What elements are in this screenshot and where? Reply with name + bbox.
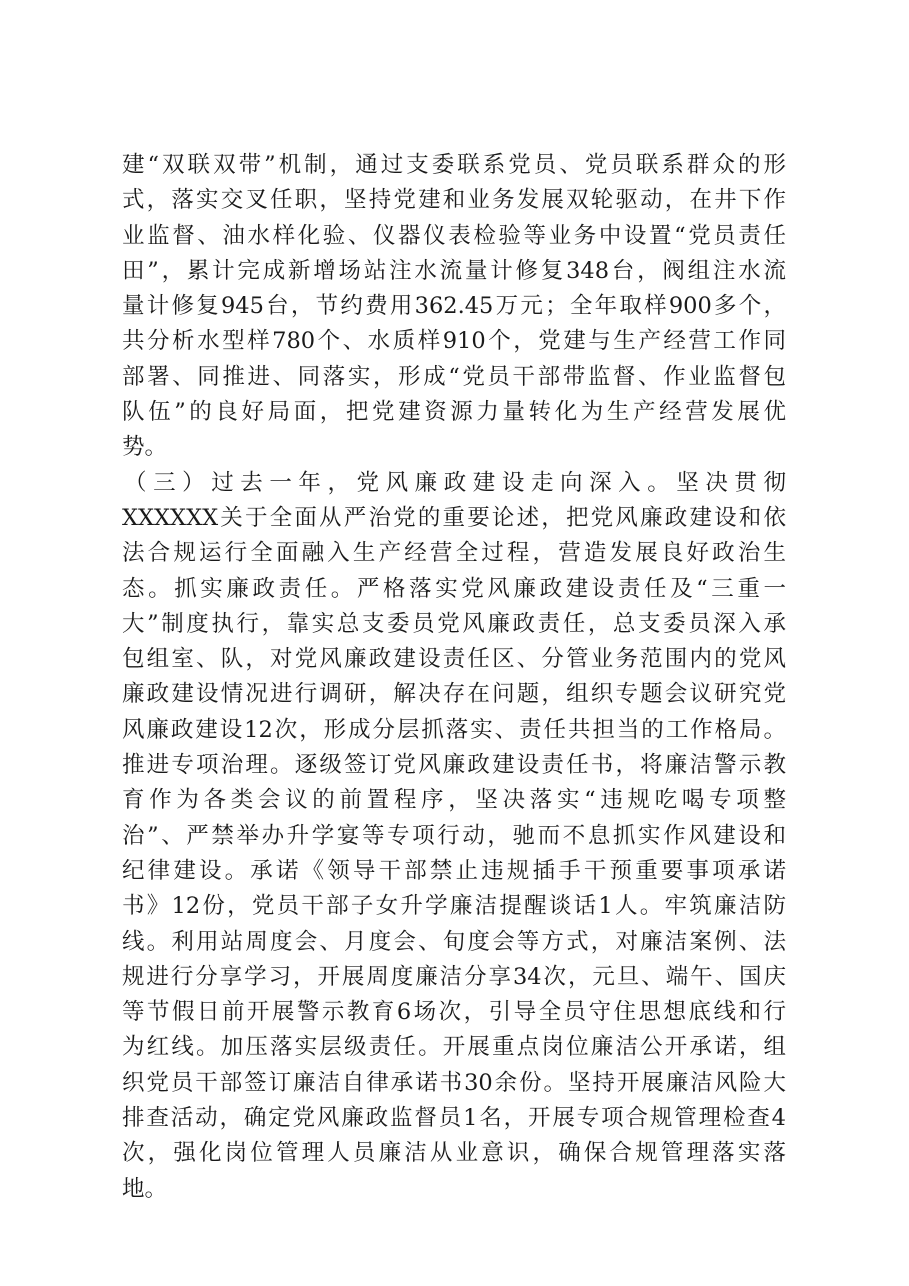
section-heading-line: （三）过去一年，党风廉政建设走向深入。坚决贯彻 [124,469,786,496]
text-line: 廉政建设情况进行调研，解决存在问题，组织专题会议研究党 [122,681,786,708]
text-line: 式，落实交叉任职，坚持党建和业务发展双轮驱动，在井下作 [122,187,786,214]
text-line: XXXXXX关于全面从严治党的重要论述，把党风廉政建设和依 [122,504,786,531]
text-line: 队伍”的良好局面，把党建资源力量转化为生产经营发展优 [122,399,786,426]
text-line: 等节假日前开展警示教育6场次，引导全员守住思想底线和行 [122,999,786,1026]
text-line: 治”、严禁举办升学宴等专项行动，驰而不息抓实作风建设和 [122,822,786,849]
text-line: 共分析水型样780个、水质样910个，党建与生产经营工作同 [122,328,786,355]
text-line: 部署、同推进、同落实，形成“党员干部带监督、作业监督包 [122,363,786,390]
text-line: 规进行分享学习，开展周度廉洁分享34次，元旦、端午、国庆 [122,963,786,990]
text-line: 织党员干部签订廉洁自律承诺书30余份。坚持开展廉洁风险大 [122,1069,786,1096]
text-line: 纪律建设。承诺《领导干部禁止违规插手干预重要事项承诺 [122,857,786,884]
text-line: 排查活动，确定党风廉政监督员1名，开展专项合规管理检查4 [122,1105,786,1132]
text-line: 大”制度执行，靠实总支委员党风廉政责任，总支委员深入承 [122,610,786,637]
text-line: 为红线。加压落实层级责任。开展重点岗位廉洁公开承诺，组 [122,1034,786,1061]
text-line: 态。抓实廉政责任。严格落实党风廉政建设责任及“三重一 [122,575,786,602]
text-line: 地。 [122,1175,168,1202]
text-line: 次，强化岗位管理人员廉洁从业意识，确保合规管理落实落 [122,1140,786,1167]
text-line: 风廉政建设12次，形成分层抓落实、责任共担当的工作格局。 [122,716,786,743]
document-body [122,148,786,1207]
text-line: 线。利用站周度会、月度会、旬度会等方式，对廉洁案例、法 [122,928,786,955]
text-line: 田”，累计完成新增场站注水流量计修复348台，阀组注水流 [122,257,786,284]
text-line: 育作为各类会议的前置程序，坚决落实“违规吃喝专项整 [122,787,786,814]
text-line: 建“双联双带”机制，通过支委联系党员、党员联系群众的形 [122,152,786,178]
text-line: 包组室、队，对党风廉政建设责任区、分管业务范围内的党风 [122,646,786,673]
text-line: 势。 [122,434,168,461]
text-line: 书》12份，党员干部子女升学廉洁提醒谈话1人。牢筑廉洁防 [122,893,786,920]
text-line: 量计修复945台，节约费用362.45万元；全年取样900多个， [122,293,786,320]
text-line: 业监督、油水样化验、仪器仪表检验等业务中设置“党员责任 [122,222,786,249]
text-line: 法合规运行全面融入生产经营全过程，营造发展良好政治生 [122,540,786,567]
text-line: 推进专项治理。逐级签订党风廉政建设责任书，将廉洁警示教 [122,752,786,779]
